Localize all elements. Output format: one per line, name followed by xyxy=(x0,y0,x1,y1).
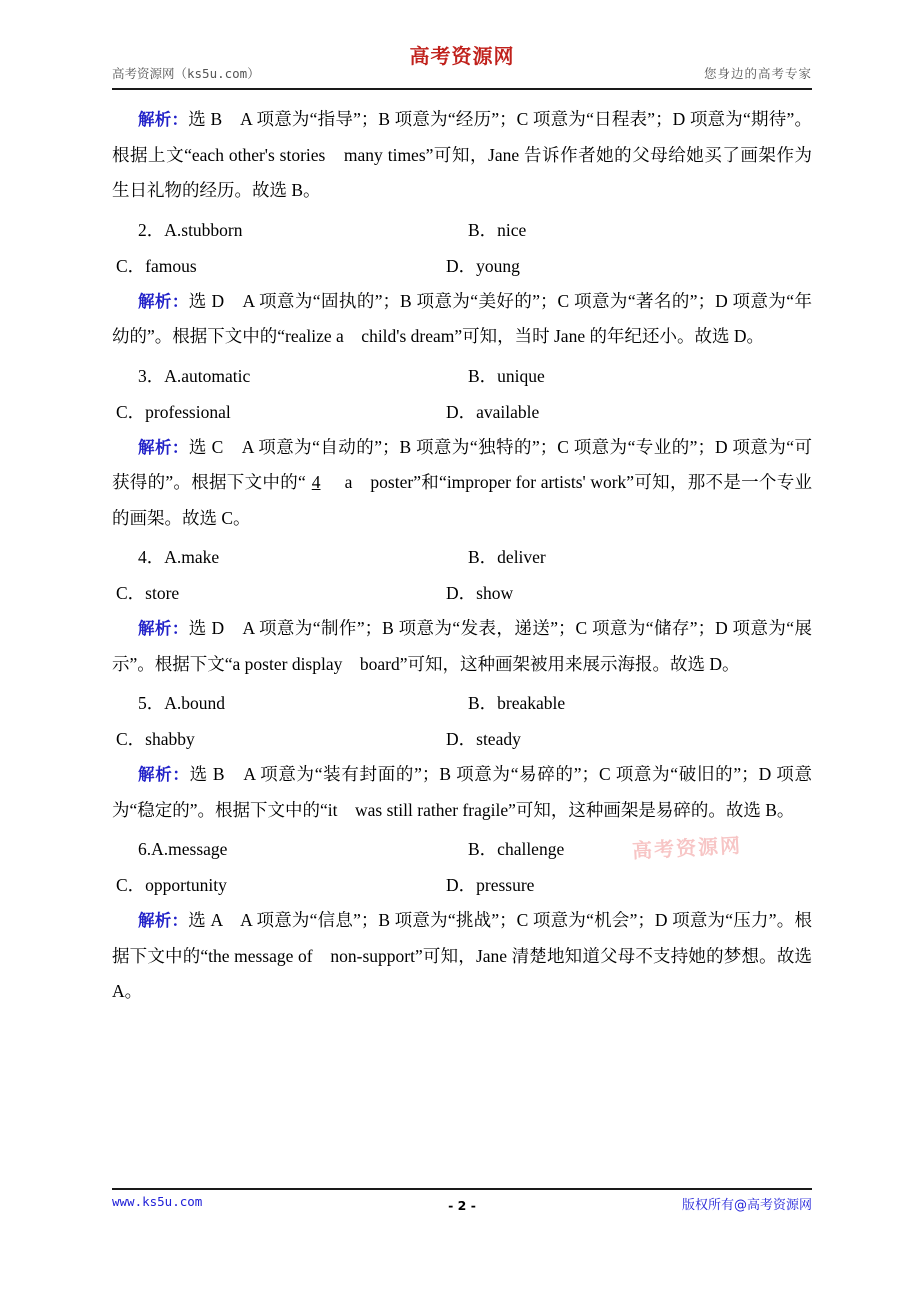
explanation-label: 解析： xyxy=(138,437,189,457)
option-cell[interactable] xyxy=(446,721,776,757)
explanation-text: 选 D A 项意为“制作”；B 项意为“发表，递送”；C 项意为“储存”；D 项意为“展示”。根据下文“a poster display board”可知，这种画架被用来展示海报。故选 D。 xyxy=(112,618,812,674)
question-block xyxy=(112,212,812,355)
explanation-label: 解析： xyxy=(138,911,189,930)
option-cell[interactable] xyxy=(446,575,776,611)
page-header xyxy=(112,44,812,90)
explanation-text: 选 B A 项意为“指导”；B 项意为“经历”；C 项意为“日程表”；D 项意为“期待”。根据上文“each other's stories many times”可知，Jane 告诉作者她的父母给她买了画架作为生日礼物的经历。故选 B。 xyxy=(112,109,812,200)
option-text: A.make xyxy=(164,547,220,567)
footer-divider xyxy=(112,1188,812,1190)
option-cell[interactable] xyxy=(446,394,776,430)
option-text: D．steady xyxy=(446,729,521,749)
option-row xyxy=(112,575,812,611)
explanation-text: 选 A A 项意为“信息”；B 项意为“挑战”；C 项意为“机会”；D 项意为“压力”。根据下文中的“the message of non-support”可知，Jane 清楚地知道父母不支持她的梦想。故选 A。 xyxy=(112,910,812,1001)
option-cell[interactable] xyxy=(468,358,798,394)
option-text: B．unique xyxy=(468,365,545,386)
header-tagline: 您身边的高考专家 xyxy=(703,66,812,81)
option-text: A.message xyxy=(151,839,228,859)
explanation-label: 解析： xyxy=(138,110,189,129)
explanation-text: 选 B A 项意为“装有封面的”；B 项意为“易碎的”；C 项意为“破旧的”；D 项意为“稳定的”。根据下文中的“it was still rather fragile”可知，这种画架是易碎的。故选 B。 xyxy=(112,764,812,820)
option-row xyxy=(112,685,812,721)
option-text: C．store xyxy=(116,583,180,603)
option-text: C．opportunity xyxy=(116,875,227,895)
watermark: 高考资源网 xyxy=(631,833,743,863)
option-cell[interactable] xyxy=(116,394,446,430)
option-cell[interactable] xyxy=(468,831,798,867)
explanation-label: 解析： xyxy=(138,619,189,638)
explanation-paragraph xyxy=(112,611,812,682)
option-row xyxy=(112,721,812,757)
option-cell[interactable] xyxy=(116,248,446,284)
question-number: 5． xyxy=(138,693,165,713)
option-text: D．pressure xyxy=(446,875,535,895)
questions-list xyxy=(112,102,812,1010)
option-cell[interactable] xyxy=(446,248,776,284)
question-number: 2． xyxy=(138,219,165,240)
option-text: C．professional xyxy=(116,401,231,422)
option-cell[interactable] xyxy=(116,867,446,903)
explanation-paragraph xyxy=(112,903,812,1010)
option-cell[interactable] xyxy=(138,358,468,394)
option-cell[interactable] xyxy=(138,831,468,867)
option-row xyxy=(112,248,812,284)
option-cell[interactable] xyxy=(138,539,468,575)
question-number: 4． xyxy=(138,547,165,567)
footer-copyright: 版权所有@高考资源网 xyxy=(681,1198,812,1213)
option-text: B．breakable xyxy=(468,693,566,713)
question-block xyxy=(112,685,812,828)
option-cell[interactable] xyxy=(138,212,468,248)
explanation-paragraph xyxy=(112,284,812,355)
question-block xyxy=(112,831,812,1010)
option-cell[interactable] xyxy=(468,212,798,248)
explanation-label: 解析： xyxy=(138,291,189,311)
option-cell[interactable] xyxy=(116,721,446,757)
explanation-label: 解析： xyxy=(138,765,190,784)
header-site-name: 高考资源网（ks5u.com） xyxy=(112,66,260,81)
explanation-text: 选 D A 项意为“固执的”；B 项意为“美好的”；C 项意为“著名的”；D 项意为“年幼的”。根据下文中的“realize a child's dream”可知，当时 Jane 的年纪还小。故选 D。 xyxy=(112,290,812,346)
blank-reference: 4 xyxy=(311,472,321,492)
option-cell[interactable] xyxy=(116,575,446,611)
option-text: B．nice xyxy=(468,219,527,240)
option-text: D．show xyxy=(446,583,514,603)
footer-url: www.ks5u.com xyxy=(112,1194,203,1209)
option-text: B．challenge xyxy=(468,839,565,859)
option-row xyxy=(112,212,812,248)
question-number: 3． xyxy=(138,365,165,386)
page-number: - 2 - xyxy=(448,1198,476,1213)
option-text: A.stubborn xyxy=(164,219,243,240)
option-row xyxy=(112,539,812,575)
explanation-text: a poster”和“improper for artists' work”可知，那不是一个专业的画架。故选 C。 xyxy=(112,472,812,528)
option-cell[interactable] xyxy=(468,539,798,575)
explanation-paragraph xyxy=(112,430,812,537)
option-text: A.bound xyxy=(164,693,226,713)
option-cell[interactable] xyxy=(446,867,776,903)
header-divider xyxy=(112,88,812,90)
option-row xyxy=(112,358,812,394)
question-block xyxy=(112,102,812,209)
option-text: C．famous xyxy=(116,255,197,276)
option-text: B．deliver xyxy=(468,547,546,567)
question-block xyxy=(112,358,812,537)
question-block xyxy=(112,539,812,682)
option-row xyxy=(112,867,812,903)
option-row xyxy=(112,394,812,430)
page-footer xyxy=(112,1194,812,1220)
option-text: D．young xyxy=(446,255,520,276)
question-number: 6. xyxy=(138,839,152,859)
option-row xyxy=(112,831,812,867)
site-logo: 高考资源网 xyxy=(409,44,515,68)
option-text: A.automatic xyxy=(164,365,251,386)
explanation-paragraph xyxy=(112,757,812,828)
option-cell[interactable] xyxy=(138,685,468,721)
option-text: D．available xyxy=(446,401,540,422)
option-cell[interactable] xyxy=(468,685,798,721)
explanation-paragraph xyxy=(112,102,812,209)
document-content xyxy=(112,102,812,1013)
option-text: C．shabby xyxy=(116,729,195,749)
explanation-text: 选 C A 项意为“自动的”；B 项意为“独特的”；C 项意为“专业的”；D 项意为“可获得的”。根据下文中的“ xyxy=(112,436,813,492)
